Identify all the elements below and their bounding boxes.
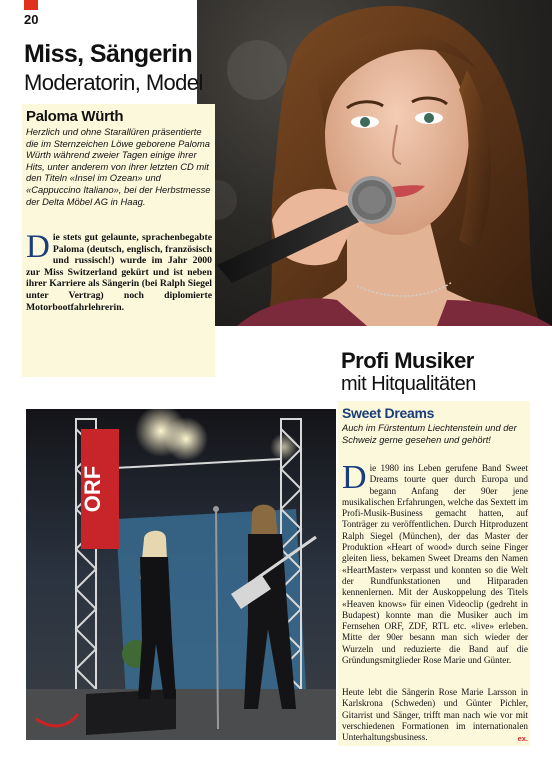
article2-name: Sweet Dreams: [342, 405, 435, 421]
article1-body: [26, 229, 212, 313]
article2-closing-text: Heute lebt die Sängerin Rose Marie Larsson in Karlskrona (Schweden) und Günter Pichler, Gitarrist und Sänger, trifft man nach wie vor mit verschiedenen Formationen im internationalen Unterhaltungsbusiness.: [342, 687, 528, 743]
article1-intro: Herzlich und ohne Starallüren präsentierte die im Sternzeichen Löwe geborene Paloma Würth während zweier Tagen einige ihrer Hits, unter anderem von ihrer letzten CD mit den Titeln «Insel im Ozean» und «Cappuccino Italiano», bei der Herbstmesse der Delta Möbel AG in Haag.: [26, 126, 211, 207]
article1-body-text: ie stets gut gelaunte, sprachenbegabte Paloma (deutsch, englisch, französisch und russisch!) wurde im Jahr 2000 zur Miss Switzerland gekürt und ist neben ihrer Karriere als Sängerin (bei Ralph Siegel unter Vertrag) noch diplomierte Motorbootfahrlehrerin.: [26, 232, 212, 313]
portrait-illustration: [197, 0, 552, 326]
photo-sweet-dreams-stage: [26, 409, 336, 740]
article2-body-text: ie 1980 ins Leben gerufene Band Sweet Dreams tourte quer durch Europa und begann Anfang der 90er jene musikalischen Erfahrungen, welche das Sextett im Profi-Musik-Business gemacht hatten, auf Tonträger zu veröffentlichen. Durch Hitproduzent Ralph Siegel (München), der das Master der Produktion «Heart of wood» durch seine Finger gleiten liess, bekamen Sweet Dreams den Namen «HeartMaster» verpasst und konnten so die Welt der Rundfunkstationen und Hitparaden kennenlernen. Mit der Auskoppelung des Titels «Heaven knows» für einen Videoclip (gedreht in Budapest) konnte man die Musiker auch im Fernsehen ORF, ZDF, RTL etc. «live» erleben. Mitte der 90er besann man sich wieder der Wurzeln und reduzierte die Band auf die Gründungsmitglieder Rose Marie und Günter.: [342, 463, 528, 666]
article1-headline: Miss, Sängerin: [24, 40, 193, 68]
article2-headline: Profi Musiker: [341, 348, 474, 373]
stage-illustration: [26, 409, 336, 740]
article2-signature: ex.: [517, 734, 528, 744]
page-number: 20: [24, 12, 39, 27]
article2-textbox: [338, 401, 530, 746]
article1-subheadline: Moderatorin, Model: [24, 70, 203, 95]
article1-dropcap: D: [26, 229, 50, 265]
article2-body: [342, 459, 528, 666]
article2-dropcap: D: [342, 459, 367, 496]
photo-paloma-wuerth: [197, 0, 552, 326]
article1-textbox: [22, 104, 215, 377]
article2-closing: [342, 687, 528, 743]
article2-subheadline: mit Hitqualitäten: [341, 373, 476, 395]
article2-intro: Auch im Fürstentum Liechtenstein und der Schweiz gerne gesehen und gehört!: [342, 423, 517, 445]
page-number-marker: [24, 0, 38, 10]
orf-logo-text: ORF: [80, 465, 105, 513]
article1-name: Paloma Würth: [26, 108, 124, 125]
